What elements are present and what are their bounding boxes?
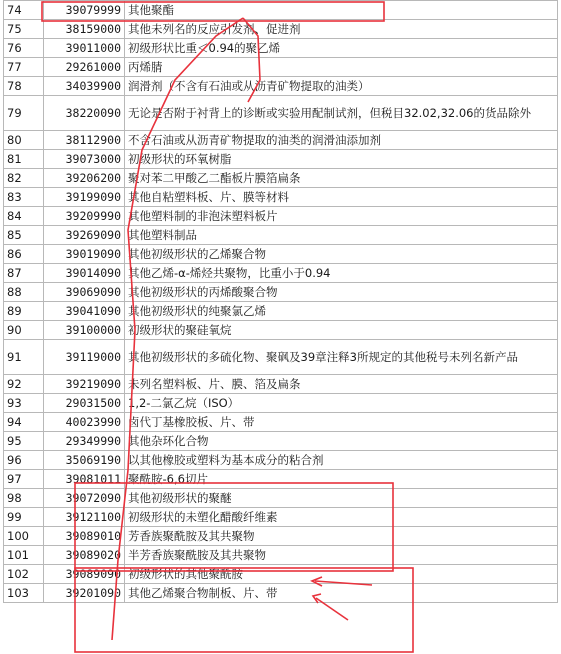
- hs-code: 39014090: [44, 264, 125, 283]
- table-row: [4, 131, 558, 150]
- hs-code: 39219090: [44, 375, 125, 394]
- hs-code: 39121100: [44, 508, 125, 527]
- row-number: 96: [4, 451, 44, 470]
- row-number: 82: [4, 169, 44, 188]
- table-row: [4, 302, 558, 321]
- row-number: 99: [4, 508, 44, 527]
- row-number: 84: [4, 207, 44, 226]
- table-row: [4, 489, 558, 508]
- item-description: 1,2-二氯乙烷（ISO）: [125, 394, 558, 413]
- item-description: 其他塑料制品: [125, 226, 558, 245]
- row-number: 85: [4, 226, 44, 245]
- table-row: [4, 207, 558, 226]
- row-number: 74: [4, 1, 44, 20]
- item-description: 其他乙烯-α-烯烃共聚物，比重小于0.94: [125, 264, 558, 283]
- hs-code: 39201090: [44, 584, 125, 603]
- hs-code: 39072090: [44, 489, 125, 508]
- row-number: 91: [4, 340, 44, 375]
- hs-code: 39081011: [44, 470, 125, 489]
- row-number: 78: [4, 77, 44, 96]
- table-row: [4, 470, 558, 489]
- table-row: [4, 432, 558, 451]
- item-description: 初级形状的环氧树脂: [125, 150, 558, 169]
- table-row: [4, 508, 558, 527]
- table-row: [4, 527, 558, 546]
- row-number: 101: [4, 546, 44, 565]
- hs-code: 39209990: [44, 207, 125, 226]
- table-row: [4, 1, 558, 20]
- hs-code: 39269090: [44, 226, 125, 245]
- row-number: 87: [4, 264, 44, 283]
- row-number: 81: [4, 150, 44, 169]
- item-description: 其他初级形状的纯聚氯乙烯: [125, 302, 558, 321]
- hs-code: 39069090: [44, 283, 125, 302]
- item-description: 以其他橡胶或塑料为基本成分的粘合剂: [125, 451, 558, 470]
- hs-code: 29031500: [44, 394, 125, 413]
- row-number: 80: [4, 131, 44, 150]
- table-row: [4, 169, 558, 188]
- row-number: 92: [4, 375, 44, 394]
- hs-code: 39089010: [44, 527, 125, 546]
- item-description: 丙烯腈: [125, 58, 558, 77]
- item-description: 半芳香族聚酰胺及其共聚物: [125, 546, 558, 565]
- row-number: 93: [4, 394, 44, 413]
- table-row: [4, 451, 558, 470]
- table-row: [4, 340, 558, 375]
- table-row: [4, 283, 558, 302]
- row-number: 86: [4, 245, 44, 264]
- item-description: 初级形状的聚硅氧烷: [125, 321, 558, 340]
- table-row: [4, 584, 558, 603]
- row-number: 90: [4, 321, 44, 340]
- item-description: 初级形状的其他聚酰胺: [125, 565, 558, 584]
- item-description: 其他聚酯: [125, 1, 558, 20]
- hs-code: 39073000: [44, 150, 125, 169]
- item-description: 芳香族聚酰胺及其共聚物: [125, 527, 558, 546]
- table-row: [4, 565, 558, 584]
- row-number: 88: [4, 283, 44, 302]
- row-number: 89: [4, 302, 44, 321]
- table-row: [4, 150, 558, 169]
- item-description: 聚对苯二甲酸乙二酯板片膜箔扁条: [125, 169, 558, 188]
- item-description: 卤代丁基橡胶板、片、带: [125, 413, 558, 432]
- table-row: [4, 394, 558, 413]
- table-row: [4, 546, 558, 565]
- hs-code: 40023990: [44, 413, 125, 432]
- row-number: 102: [4, 565, 44, 584]
- hs-code: 38159000: [44, 20, 125, 39]
- item-description: 其他乙烯聚合物制板、片、带: [125, 584, 558, 603]
- row-number: 79: [4, 96, 44, 131]
- hs-code: 38220090: [44, 96, 125, 131]
- hs-code: 39206200: [44, 169, 125, 188]
- table-row: [4, 20, 558, 39]
- table-row: [4, 77, 558, 96]
- item-description: 其他初级形状的聚醚: [125, 489, 558, 508]
- item-description: 初级形状的未塑化醋酸纤维素: [125, 508, 558, 527]
- hs-code: 39011000: [44, 39, 125, 58]
- table-row: [4, 264, 558, 283]
- hs-code: 39089090: [44, 565, 125, 584]
- item-description: 其他初级形状的多硫化物、聚砜及39章注释3所规定的其他税号未列名新产品: [125, 340, 558, 375]
- hs-code: 29261000: [44, 58, 125, 77]
- hs-code: 38112900: [44, 131, 125, 150]
- row-number: 83: [4, 188, 44, 207]
- item-description: 其他杂环化合物: [125, 432, 558, 451]
- row-number: 100: [4, 527, 44, 546]
- item-description: 不含石油或从沥青矿物提取的油类的润滑油添加剂: [125, 131, 558, 150]
- hs-code: 39019090: [44, 245, 125, 264]
- table-row: [4, 96, 558, 131]
- hs-code: 39089020: [44, 546, 125, 565]
- item-description: 其他塑料制的非泡沫塑料板片: [125, 207, 558, 226]
- row-number: 103: [4, 584, 44, 603]
- hs-code: 39041090: [44, 302, 125, 321]
- table-row: [4, 39, 558, 58]
- item-description: 未列名塑料板、片、膜、箔及扁条: [125, 375, 558, 394]
- table-row: [4, 58, 558, 77]
- item-description: 初级形状比重＜0.94的聚乙烯: [125, 39, 558, 58]
- hs-code: 39199090: [44, 188, 125, 207]
- table-row: [4, 188, 558, 207]
- table-row: [4, 245, 558, 264]
- row-number: 95: [4, 432, 44, 451]
- hs-code: 39079999: [44, 1, 125, 20]
- hs-code: 39119000: [44, 340, 125, 375]
- item-description: 聚酰胺-6,6切片: [125, 470, 558, 489]
- table-row: [4, 413, 558, 432]
- table-row: [4, 226, 558, 245]
- table-row: [4, 321, 558, 340]
- row-number: 97: [4, 470, 44, 489]
- row-number: 94: [4, 413, 44, 432]
- hs-code: 35069190: [44, 451, 125, 470]
- row-number: 76: [4, 39, 44, 58]
- item-description: 无论是否附于衬背上的诊断或实验用配制试剂，但税目32.02,32.06的货品除外: [125, 96, 558, 131]
- item-description: 润滑剂（不含有石油或从沥青矿物提取的油类）: [125, 77, 558, 96]
- item-description: 其他初级形状的丙烯酸聚合物: [125, 283, 558, 302]
- item-description: 其他初级形状的乙烯聚合物: [125, 245, 558, 264]
- row-number: 77: [4, 58, 44, 77]
- tariff-table: [3, 0, 558, 603]
- table-row: [4, 375, 558, 394]
- item-description: 其他自粘塑料板、片、膜等材料: [125, 188, 558, 207]
- row-number: 75: [4, 20, 44, 39]
- hs-code: 39100000: [44, 321, 125, 340]
- hs-code: 29349990: [44, 432, 125, 451]
- item-description: 其他未列名的反应引发剂、促进剂: [125, 20, 558, 39]
- hs-code: 34039900: [44, 77, 125, 96]
- row-number: 98: [4, 489, 44, 508]
